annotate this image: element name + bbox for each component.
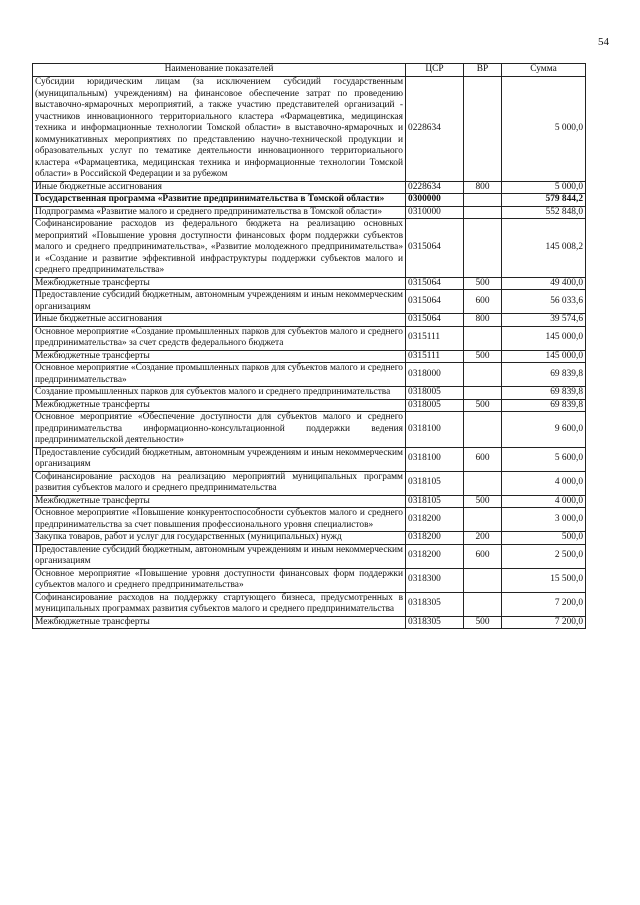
cell-sum: 69 839,8 — [502, 387, 586, 400]
cell-csr: 0318000 — [406, 363, 464, 387]
cell-vr: 500 — [464, 616, 502, 629]
cell-csr: 0318005 — [406, 399, 464, 412]
cell-vr — [464, 363, 502, 387]
cell-vr: 800 — [464, 181, 502, 194]
cell-name: Межбюджетные трансферты — [33, 277, 406, 290]
cell-csr: 0318200 — [406, 532, 464, 545]
cell-vr — [464, 77, 502, 182]
cell-vr: 500 — [464, 277, 502, 290]
cell-name: Иные бюджетные ассигнования — [33, 314, 406, 327]
cell-sum: 500,0 — [502, 532, 586, 545]
table-row — [33, 544, 586, 568]
cell-vr — [464, 592, 502, 616]
cell-csr: 0228634 — [406, 77, 464, 182]
cell-csr: 0315111 — [406, 326, 464, 350]
table-row — [33, 206, 586, 219]
cell-name: Субсидии юридическим лицам (за исключением субсидий государственным (муниципальным) учреждениям) на финансовое обеспечение затрат по проведению выставочно-ярмарочных мероприятий, а также участию представителей организаций - участников инновационного территориального кластера «Фармацевтика, медицинская техника и информационные технологии Томской области» в выставочно-ярмарочных и коммуникативных мероприятиях по представлению научно-технической продукции и образовательных услуг по тематике деятельности инновационного территориального кластера «Фармацевтика, медицинская техника и информационные технологии Томской области» в Российской Федерации и за рубежом — [33, 77, 406, 182]
cell-sum: 579 844,2 — [502, 194, 586, 207]
table-row — [33, 399, 586, 412]
table-header-row — [33, 64, 586, 77]
cell-name: Основное мероприятие «Создание промышленных парков для субъектов малого и среднего предпринимательства» — [33, 363, 406, 387]
cell-name: Межбюджетные трансферты — [33, 350, 406, 363]
cell-sum: 4 000,0 — [502, 495, 586, 508]
cell-csr: 0318105 — [406, 495, 464, 508]
cell-name: Основное мероприятие «Создание промышленных парков для субъектов малого и среднего предпринимательства» за счет средств федерального бюджета — [33, 326, 406, 350]
cell-name: Софинансирование расходов из федерального бюджета на реализацию основных мероприятий «Повышение уровня доступности финансовых форм поддержки субъектов малого и среднего предпринимательства», «Развитие молодежного предпринимательства» и «Создание и развитие эффективной инфраструктуры поддержки субъектов малого и среднего предпринимательства» — [33, 219, 406, 278]
cell-name: Межбюджетные трансферты — [33, 399, 406, 412]
cell-sum: 69 839,8 — [502, 399, 586, 412]
cell-sum: 145 000,0 — [502, 326, 586, 350]
cell-sum: 7 200,0 — [502, 616, 586, 629]
cell-vr — [464, 508, 502, 532]
page-number: 54 — [598, 36, 609, 48]
table-body — [33, 77, 586, 629]
cell-sum: 145 000,0 — [502, 350, 586, 363]
cell-csr: 0315111 — [406, 350, 464, 363]
cell-sum: 69 839,8 — [502, 363, 586, 387]
cell-csr: 0318100 — [406, 447, 464, 471]
cell-csr: 0318305 — [406, 592, 464, 616]
cell-name: Основное мероприятие «Повышение уровня доступности финансовых форм поддержки субъектов малого и среднего предпринимательства» — [33, 568, 406, 592]
cell-name: Основное мероприятие «Повышение конкурентоспособности субъектов малого и среднего предпринимательства за счет повышения профессионального уровня специалистов» — [33, 508, 406, 532]
table-row — [33, 412, 586, 448]
cell-name: Межбюджетные трансферты — [33, 495, 406, 508]
table-row — [33, 219, 586, 278]
cell-csr: 0318305 — [406, 616, 464, 629]
cell-csr: 0228634 — [406, 181, 464, 194]
cell-vr: 500 — [464, 495, 502, 508]
cell-vr — [464, 194, 502, 207]
table-row — [33, 363, 586, 387]
cell-sum: 5 000,0 — [502, 77, 586, 182]
table-row — [33, 568, 586, 592]
header-vr: ВР — [464, 64, 502, 77]
cell-csr: 0315064 — [406, 277, 464, 290]
cell-sum: 5 600,0 — [502, 447, 586, 471]
cell-vr: 600 — [464, 447, 502, 471]
cell-vr — [464, 387, 502, 400]
cell-sum: 2 500,0 — [502, 544, 586, 568]
cell-name: Межбюджетные трансферты — [33, 616, 406, 629]
cell-csr: 0310000 — [406, 206, 464, 219]
cell-vr: 600 — [464, 290, 502, 314]
cell-name: Закупка товаров, работ и услуг для государственных (муниципальных) нужд — [33, 532, 406, 545]
cell-name: Основное мероприятие «Обеспечение доступности для субъектов малого и среднего предпринимательства информационно-консультационной поддержки ведения предпринимательской деятельности» — [33, 412, 406, 448]
cell-vr — [464, 471, 502, 495]
cell-csr: 0318105 — [406, 471, 464, 495]
cell-name: Создание промышленных парков для субъектов малого и среднего предпринимательства — [33, 387, 406, 400]
table-row — [33, 471, 586, 495]
cell-vr: 800 — [464, 314, 502, 327]
cell-vr — [464, 568, 502, 592]
cell-sum: 5 000,0 — [502, 181, 586, 194]
table-row — [33, 350, 586, 363]
table-row — [33, 77, 586, 182]
table-row — [33, 194, 586, 207]
cell-name: Подпрограмма «Развитие малого и среднего предпринимательства в Томской области» — [33, 206, 406, 219]
table-row — [33, 532, 586, 545]
cell-csr: 0315064 — [406, 314, 464, 327]
cell-csr: 0318005 — [406, 387, 464, 400]
table-row — [33, 326, 586, 350]
cell-csr: 0318100 — [406, 412, 464, 448]
cell-vr: 200 — [464, 532, 502, 545]
header-csr: ЦСР — [406, 64, 464, 77]
cell-vr — [464, 206, 502, 219]
cell-name: Софинансирование расходов на реализацию мероприятий муниципальных программ развития субъектов малого и среднего предпринимательства — [33, 471, 406, 495]
table-row — [33, 290, 586, 314]
cell-csr: 0318200 — [406, 544, 464, 568]
cell-name: Государственная программа «Развитие предпринимательства в Томской области» — [33, 194, 406, 207]
table-row — [33, 447, 586, 471]
cell-vr: 500 — [464, 350, 502, 363]
cell-csr: 0315064 — [406, 219, 464, 278]
cell-vr — [464, 412, 502, 448]
table-row — [33, 314, 586, 327]
cell-sum: 552 848,0 — [502, 206, 586, 219]
cell-sum: 3 000,0 — [502, 508, 586, 532]
cell-sum: 56 033,6 — [502, 290, 586, 314]
cell-sum: 145 008,2 — [502, 219, 586, 278]
table-row — [33, 387, 586, 400]
cell-vr — [464, 326, 502, 350]
cell-sum: 15 500,0 — [502, 568, 586, 592]
cell-sum: 39 574,6 — [502, 314, 586, 327]
cell-sum: 7 200,0 — [502, 592, 586, 616]
cell-vr: 500 — [464, 399, 502, 412]
cell-name: Предоставление субсидий бюджетным, автономным учреждениям и иным некоммерческим организациям — [33, 447, 406, 471]
header-sum: Сумма — [502, 64, 586, 77]
cell-csr: 0315064 — [406, 290, 464, 314]
table-row — [33, 616, 586, 629]
cell-name: Предоставление субсидий бюджетным, автономным учреждениям и иным некоммерческим организациям — [33, 544, 406, 568]
cell-name: Софинансирование расходов на поддержку стартующего бизнеса, предусмотренных в муниципальных программах развития субъектов малого и среднего предпринимательства — [33, 592, 406, 616]
cell-sum: 9 600,0 — [502, 412, 586, 448]
table-row — [33, 592, 586, 616]
cell-csr: 0318300 — [406, 568, 464, 592]
cell-sum: 4 000,0 — [502, 471, 586, 495]
cell-name: Предоставление субсидий бюджетным, автономным учреждениям и иным некоммерческим организациям — [33, 290, 406, 314]
table-row — [33, 181, 586, 194]
budget-table — [32, 63, 586, 629]
cell-vr: 600 — [464, 544, 502, 568]
table-row — [33, 495, 586, 508]
table-row — [33, 508, 586, 532]
cell-csr: 0318200 — [406, 508, 464, 532]
cell-vr — [464, 219, 502, 278]
cell-csr: 0300000 — [406, 194, 464, 207]
cell-sum: 49 400,0 — [502, 277, 586, 290]
table-row — [33, 277, 586, 290]
cell-name: Иные бюджетные ассигнования — [33, 181, 406, 194]
header-name: Наименование показателей — [33, 64, 406, 77]
